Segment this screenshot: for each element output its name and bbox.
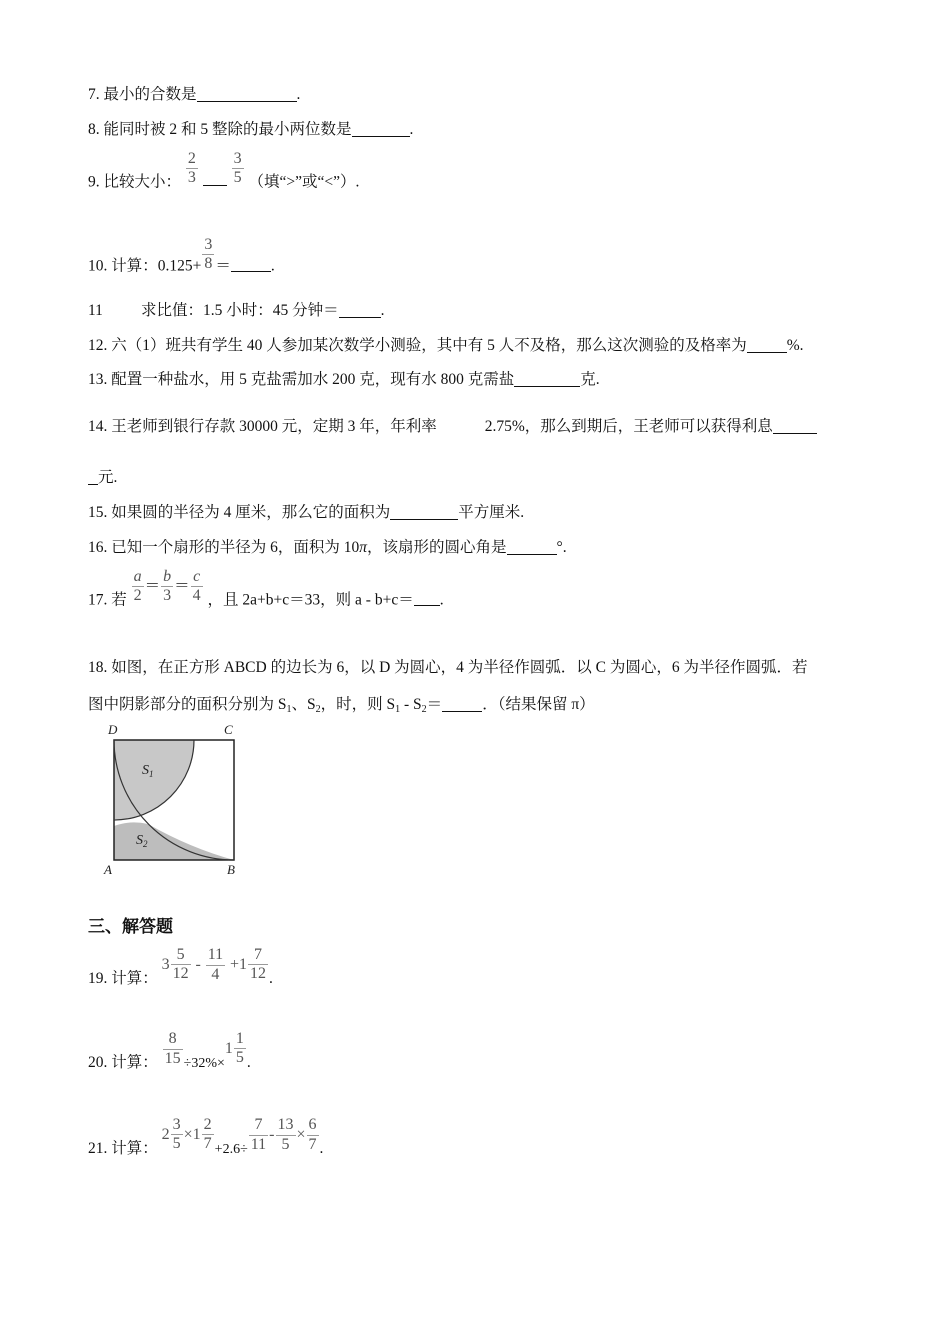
answer-blank[interactable]: [203, 170, 227, 187]
answer-blank[interactable]: [514, 371, 580, 388]
fraction: $\frac{c}{4}$: [192, 568, 201, 605]
shaded-region-s1: [114, 740, 194, 819]
answer-blank[interactable]: [339, 302, 381, 319]
mixed-number: 3 $\frac{5}{12}$: [161, 946, 189, 983]
answer-blank[interactable]: [352, 121, 410, 138]
label-d: D: [108, 722, 118, 737]
fraction: $\frac{7}{11}$: [250, 1116, 267, 1153]
fraction: $\frac{8}{15}$: [164, 1030, 181, 1067]
answer-blank[interactable]: [414, 590, 440, 607]
question-13: 13. 配置一种盐水，用 5 克盐需加水 200 克，现有水 800 克需盐 克.: [88, 371, 600, 388]
question-10: 10. 计算：0.125+ $\frac{3}{8}$ ＝ .: [88, 236, 275, 275]
question-16: 16. 已知一个扇形的半径为 6，面积为 10π，该扇形的圆心角是 °.: [88, 539, 567, 556]
fraction: $\frac{3}{5}$: [233, 150, 242, 187]
label-c: C: [224, 722, 233, 737]
question-19: 19. 计算： 3 $\frac{5}{12}$ - $\frac{11}{4}$ +1 $\frac{7}{12}$ .: [88, 946, 273, 987]
fraction: $\frac{6}{7}$: [308, 1116, 317, 1153]
answer-blank[interactable]: [197, 86, 297, 103]
fraction: $\frac{11}{4}$: [207, 946, 224, 983]
question-11: 11 求比值：1.5 小时：45 分钟＝ .: [88, 302, 385, 319]
question-7: 7. 最小的合数是 .: [88, 86, 301, 103]
fraction: $\frac{3}{8}$: [204, 236, 213, 273]
answer-blank[interactable]: [442, 696, 482, 713]
mixed-number: 1 $\frac{1}{5}$: [224, 1030, 244, 1067]
mixed-number: ×1 $\frac{2}{7}$: [183, 1116, 212, 1153]
question-8: 8. 能同时被 2 和 5 整除的最小两位数是 .: [88, 121, 414, 138]
question-18-line2: 图中阴影部分的面积分别为 $S_1$、$S_2$，时，则 $S_1 - S_2=$ ．（结果保留 π）: [88, 696, 595, 715]
fraction: $\frac{b}{3}$: [163, 568, 172, 605]
fraction: $\frac{2}{3}$: [187, 150, 196, 187]
mixed-number: +1 $\frac{7}{12}$: [230, 946, 267, 983]
question-15: 15. 如果圆的半径为 4 厘米，那么它的面积为 平方厘米.: [88, 504, 525, 521]
answer-blank[interactable]: [390, 504, 458, 521]
answer-blank[interactable]: [747, 337, 787, 354]
mixed-number: 2 $\frac{3}{5}$: [161, 1116, 181, 1153]
question-14-cont: 元.: [88, 465, 117, 487]
question-9: 9. 比较大小： $\frac{2}{3}$ $\frac{3}{5}$ （填“>”或“<”）.: [88, 150, 360, 191]
question-12: 12. 六（1）班共有学生 40 人参加某次数学小测验，其中有 5 人不及格，那么这次测验的及格率为 %.: [88, 337, 804, 354]
answer-blank[interactable]: [88, 469, 98, 486]
section-heading: 三、解答题: [88, 917, 173, 937]
question-21: 21. 计算： 2 $\frac{3}{5}$ ×1 $\frac{2}{7}$ +2.6÷ $\frac{7}{11}$ - $\frac{13}{5}$ × $\frac{6}{7}$ .: [88, 1116, 324, 1157]
square-arc-figure: [100, 718, 250, 878]
label-b: B: [227, 862, 235, 877]
shaded-region-s2: [114, 822, 234, 860]
question-20: 20. 计算： $\frac{8}{15}$ ÷32%× 1 $\frac{1}{5}$ .: [88, 1030, 251, 1071]
label-a: A: [104, 862, 112, 877]
question-18-line1: 18. 如图，在正方形 ABCD 的边长为 6，以 D 为圆心，4 为半径作圆弧．以 C 为圆心，6 为半径作圆弧．若: [88, 659, 808, 676]
label-s2: $S_2$: [136, 833, 148, 849]
answer-blank[interactable]: [773, 418, 817, 435]
fraction: $\frac{13}{5}$: [277, 1116, 294, 1153]
question-17: 17. 若 $\frac{a}{2}$ ＝ $\frac{b}{3}$ ＝ $\frac{c}{4}$ ，且 2a+b+c＝33，则 a - b+c＝ .: [88, 568, 444, 609]
answer-blank[interactable]: [507, 539, 557, 556]
answer-blank[interactable]: [231, 256, 271, 273]
fraction: $\frac{a}{2}$: [133, 568, 142, 605]
question-14: 14. 王老师到银行存款 30000 元，定期 3 年，年利率 2.75%，那么到期后，王老师可以获得利息: [88, 414, 817, 436]
label-s1: $S_1$: [142, 763, 154, 779]
